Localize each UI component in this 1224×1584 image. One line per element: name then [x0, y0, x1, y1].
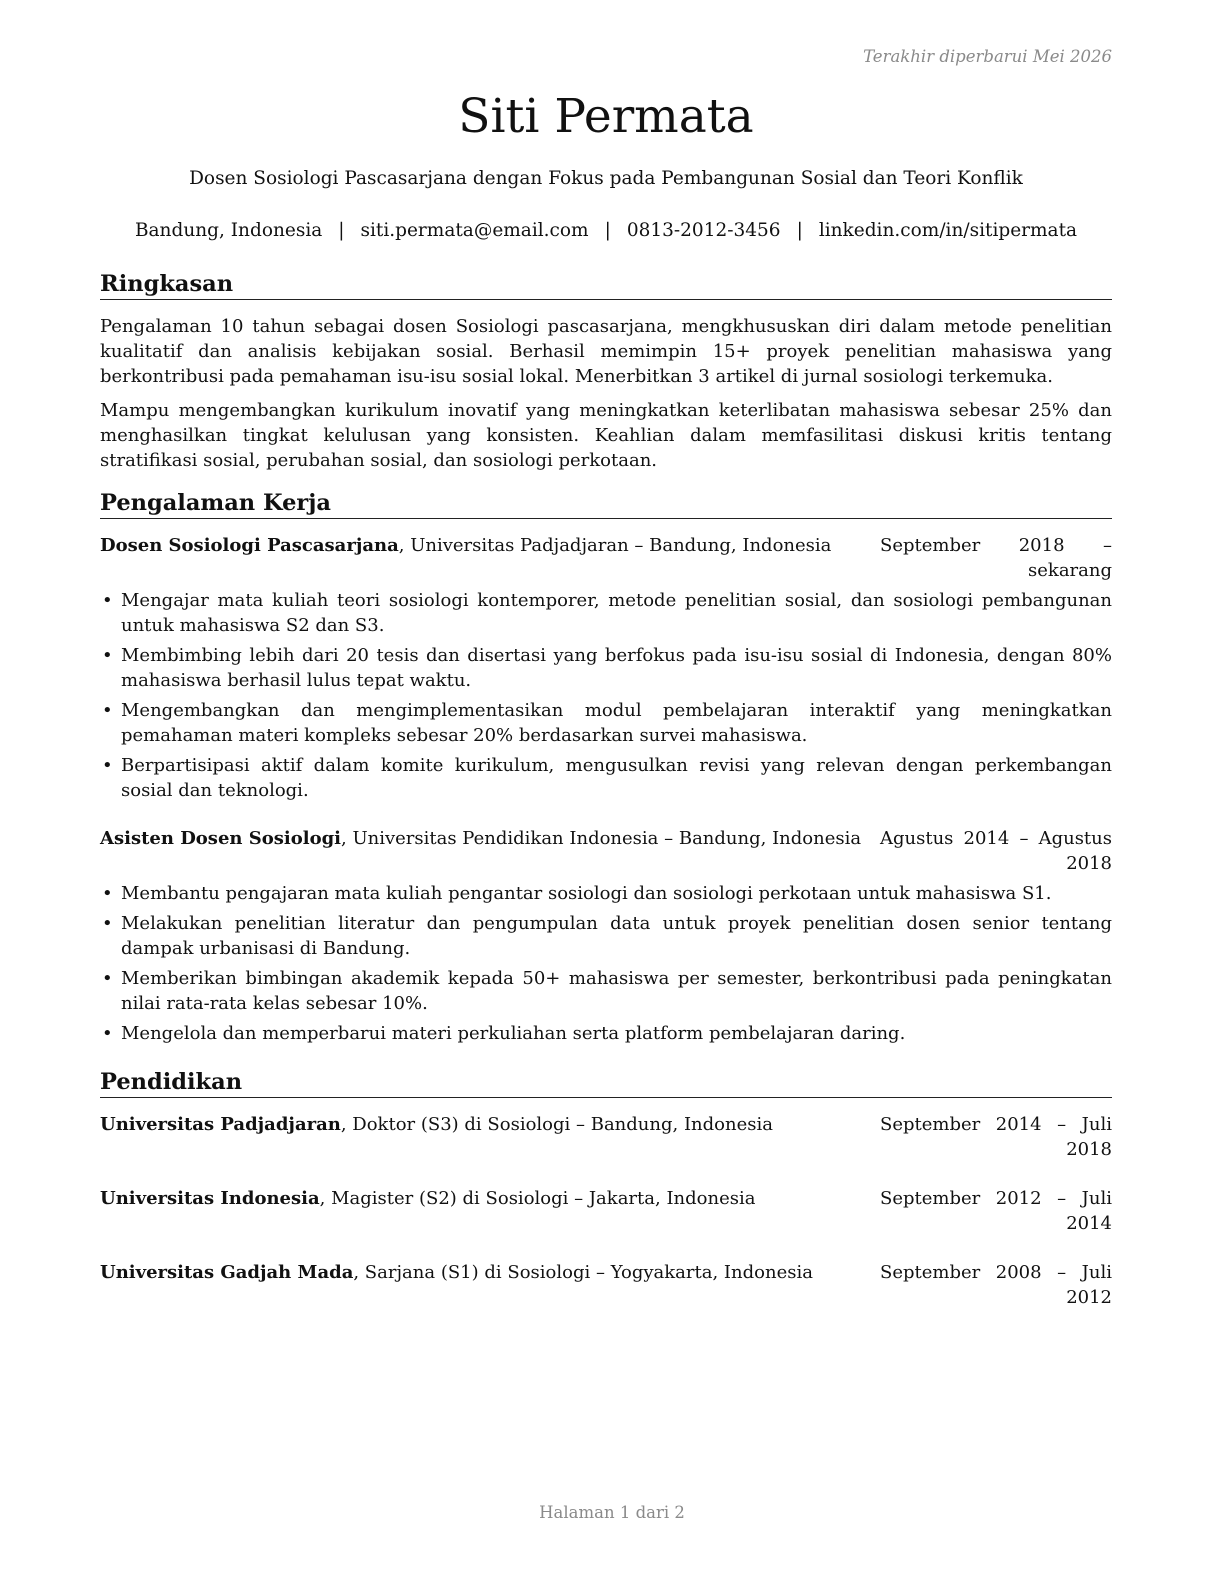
page-number: Halaman 1 dari 2 — [539, 1503, 685, 1522]
contact-separator: | — [604, 220, 611, 241]
resume-page — [100, 0, 1112, 1584]
job-employer: , Universitas Padjadjaran – Bandung, Indonesia — [398, 535, 832, 556]
degree-detail: , Sarjana (S1) di Sosiologi – Yogyakarta, Indonesia — [353, 1262, 813, 1283]
job-bullet-list — [100, 588, 1112, 808]
education-heading — [100, 1186, 755, 1211]
list-item: • Mengelola dan memperbarui materi perkuliahan serta platform pembelajaran daring. — [100, 1021, 1112, 1046]
degree-detail: , Magister (S2) di Sosiologi – Jakarta, Indonesia — [319, 1188, 756, 1209]
list-item: • Mengajar mata kuliah teori sosiologi kontemporer, metode penelitian sosial, dan sosiologi pembangunan untuk mahasiswa S2 dan S3. — [100, 588, 1112, 638]
contact-linkedin[interactable]: linkedin.com/in/sitipermata — [818, 220, 1078, 241]
job-heading — [100, 826, 861, 851]
last-updated: Terakhir diperbarui Mei 2026 — [863, 47, 1112, 66]
job-dates: Agustus 2014 – Agustus 2018 — [880, 828, 1112, 874]
degree-detail: , Doktor (S3) di Sosiologi – Bandung, Indonesia — [340, 1114, 773, 1135]
contact-line — [100, 218, 1112, 243]
job-bullet-list — [100, 881, 1112, 1051]
job-title: Asisten Dosen Sosiologi — [100, 828, 341, 849]
contact-phone: 0813-2012-3456 — [626, 220, 781, 241]
list-item: • Memberikan bimbingan akademik kepada 50+ mahasiswa per semester, berkontribusi pada peningkatan nilai rata-rata kelas sebesar 10%. — [100, 966, 1112, 1016]
job-dates: September 2018 – sekarang — [880, 535, 1112, 581]
summary-paragraph: Mampu mengembangkan kurikulum inovatif yang meningkatkan keterlibatan mahasiswa sebesar 25% dan menghasilkan tingkat kelulusan yang konsisten. Keahlian dalam memfasilitasi diskusi kritis tentang stratifikasi sosial, perubahan sosial, dan sosiologi perkotaan. — [100, 400, 1112, 471]
list-item: • Membantu pengajaran mata kuliah pengantar sosiologi dan sosiologi perkotaan untuk mahasiswa S1. — [100, 881, 1112, 906]
job-employer: , Universitas Pendidikan Indonesia – Bandung, Indonesia — [341, 828, 862, 849]
education-dates: September 2012 – Juli 2014 — [880, 1188, 1112, 1234]
job-heading — [100, 533, 831, 558]
contact-separator: | — [796, 220, 803, 241]
tagline: Dosen Sosiologi Pascasarjana dengan Fokus pada Pembangunan Sosial dan Teori Konflik — [189, 168, 1023, 189]
list-item: • Mengembangkan dan mengimplementasikan modul pembelajaran interaktif yang meningkatkan pemahaman materi kompleks sebesar 20% berdasarkan survei mahasiswa. — [100, 698, 1112, 748]
job-title: Dosen Sosiologi Pascasarjana — [100, 535, 399, 556]
summary-paragraph: Pengalaman 10 tahun sebagai dosen Sosiologi pascasarjana, mengkhususkan diri dalam metode penelitian kualitatif dan analisis kebijakan sosial. Berhasil memimpin 15+ proyek penelitian mahasiswa yang berkontribusi pada pemahaman isu-isu sosial lokal. Menerbitkan 3 artikel di jurnal sosiologi terkemuka. — [100, 316, 1112, 387]
list-item: • Melakukan penelitian literatur dan pengumpulan data untuk proyek penelitian dosen senior tentang dampak urbanisasi di Bandung. — [100, 911, 1112, 961]
education-dates: September 2014 – Juli 2018 — [880, 1114, 1112, 1160]
school-name: Universitas Padjadjaran — [100, 1114, 341, 1135]
school-name: Universitas Gadjah Mada — [100, 1262, 354, 1283]
section-heading-education: Pendidikan — [100, 1068, 1112, 1098]
contact-location: Bandung, Indonesia — [134, 220, 323, 241]
section-heading-summary: Ringkasan — [100, 270, 1112, 300]
education-heading — [100, 1112, 773, 1137]
school-name: Universitas Indonesia — [100, 1188, 320, 1209]
contact-separator: | — [338, 220, 345, 241]
section-heading-experience: Pengalaman Kerja — [100, 489, 1112, 519]
list-item: • Membimbing lebih dari 20 tesis dan disertasi yang berfokus pada isu-isu sosial di Indonesia, dengan 80% mahasiswa berhasil lulus tepat waktu. — [100, 643, 1112, 693]
list-item: • Berpartisipasi aktif dalam komite kurikulum, mengusulkan revisi yang relevan dengan perkembangan sosial dan teknologi. — [100, 753, 1112, 803]
page-title: Siti Permata — [458, 89, 754, 144]
education-heading — [100, 1260, 813, 1285]
contact-email[interactable]: siti.permata@email.com — [360, 220, 589, 241]
education-dates: September 2008 – Juli 2012 — [880, 1262, 1112, 1308]
